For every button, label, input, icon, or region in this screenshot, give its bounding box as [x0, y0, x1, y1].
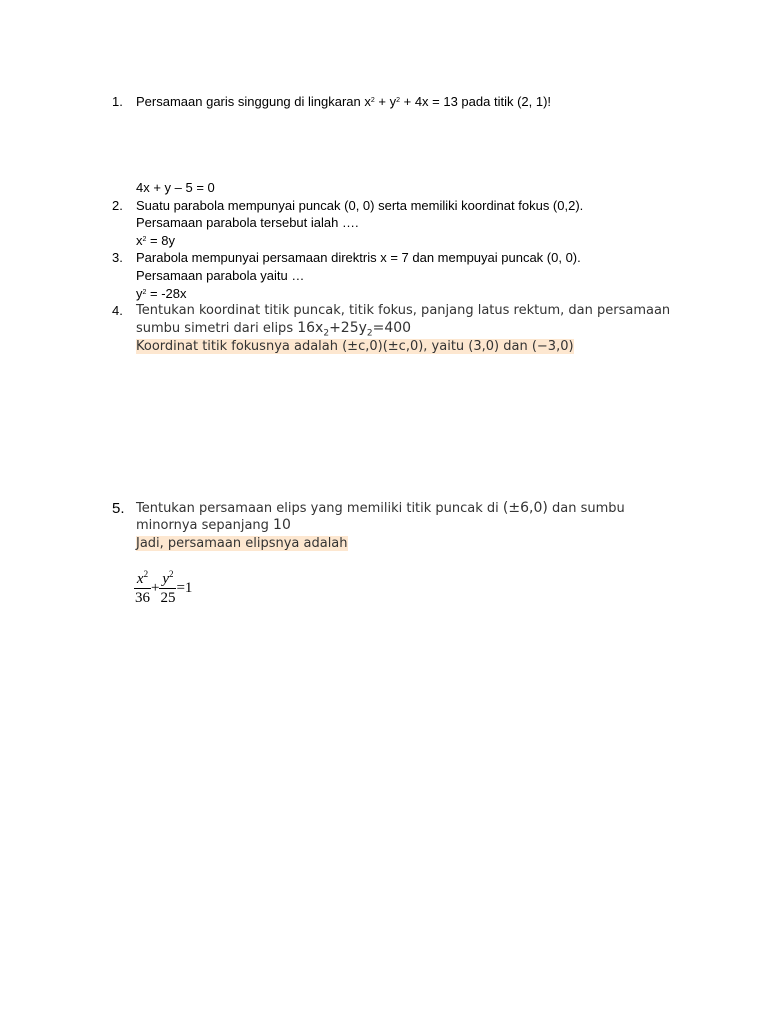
item-2-answer-sup: 2: [142, 236, 147, 243]
item-5-line2: [136, 517, 291, 533]
item-1-question-mid1: + y: [374, 94, 397, 109]
formula-exp-y: 2: [169, 569, 174, 579]
item-5-line1: [136, 500, 625, 516]
formula-numerator-1: [134, 570, 151, 589]
item-1-question-pre: Persamaan garis singgung di lingkaran x: [136, 94, 371, 109]
item-2-number: 2.: [112, 198, 123, 213]
item-3-answer-pre: y: [136, 286, 143, 301]
item-3-line2: Persamaan parabola yaitu …: [136, 268, 305, 283]
item-4-number: 4.: [112, 303, 123, 318]
item-3-answer: [136, 286, 187, 301]
item-1-question: [136, 94, 551, 109]
item-4-math-b: +25y: [329, 320, 367, 336]
item-5-number: 5.: [112, 500, 125, 517]
item-4-math-c: =400: [372, 320, 412, 336]
item-3-answer-post: = -28x: [146, 286, 187, 301]
formula-fraction-1: [134, 570, 151, 607]
item-5-line2-pre: minornya sepanjang: [136, 518, 274, 533]
item-4-answer-line: [136, 338, 574, 354]
formula-denominator-1: 36: [135, 590, 150, 606]
item-3-number: 3.: [112, 250, 123, 265]
item-1-answer: 4x + y – 5 = 0: [136, 180, 215, 195]
item-5-line1-post: dan sumbu: [547, 501, 625, 516]
item-3-line1: Parabola mempunyai persamaan direktris x = 7 dan mempuyai puncak (0, 0).: [136, 250, 581, 265]
item-5-line1-math: (±6,0): [502, 500, 548, 516]
item-5-line2-math: 10: [273, 517, 291, 533]
item-2-line1: Suatu parabola mempunyai puncak (0, 0) serta memiliki koordinat fokus (0,2).: [136, 198, 584, 213]
ellipse-formula: [134, 570, 192, 607]
item-1-question-mid2: + 4x = 13 pada titik (2, 1)!: [400, 94, 552, 109]
item-1-sup-y: 2: [396, 97, 400, 104]
item-5-answer: Jadi, persamaan elipsnya adalah: [136, 536, 348, 551]
item-2-answer-post: = 8y: [146, 233, 175, 248]
item-2-line2: Persamaan parabola tersebut ialah ….: [136, 215, 359, 230]
formula-denominator-2: 25: [160, 590, 176, 606]
item-2-answer: [136, 233, 175, 248]
formula-numerator-2: [159, 570, 176, 589]
formula-var-x: x: [136, 571, 144, 587]
formula-exp-x: 2: [143, 569, 149, 579]
formula-var-y: y: [162, 571, 170, 587]
item-5-line1-pre: Tentukan persamaan elips yang memiliki titik puncak di: [136, 501, 503, 516]
item-4-answer: Koordinat titik fokusnya adalah (±c,0)(±c,0), yaitu (3,0) dan (−3,0): [136, 339, 574, 354]
item-3-answer-sup: 2: [142, 289, 147, 296]
item-4-line2: [136, 320, 411, 339]
item-1-number: 1.: [112, 94, 123, 109]
item-4-line2-pre: sumbu simetri dari elips: [136, 321, 298, 336]
item-4-line1: Tentukan koordinat titik puncak, titik fokus, panjang latus rektum, dan persamaan: [136, 303, 671, 318]
item-4-sub-a: 2: [323, 328, 330, 339]
item-4-sub-b: 2: [366, 328, 373, 339]
formula-equals: =1: [176, 580, 193, 596]
item-5-answer-line: [136, 535, 348, 551]
item-1-sup-x: 2: [370, 97, 375, 104]
item-4-math-a: 16x: [297, 320, 324, 336]
formula-plus: +: [151, 580, 160, 596]
item-2-answer-pre: x: [136, 233, 143, 248]
formula-fraction-2: [159, 570, 176, 607]
